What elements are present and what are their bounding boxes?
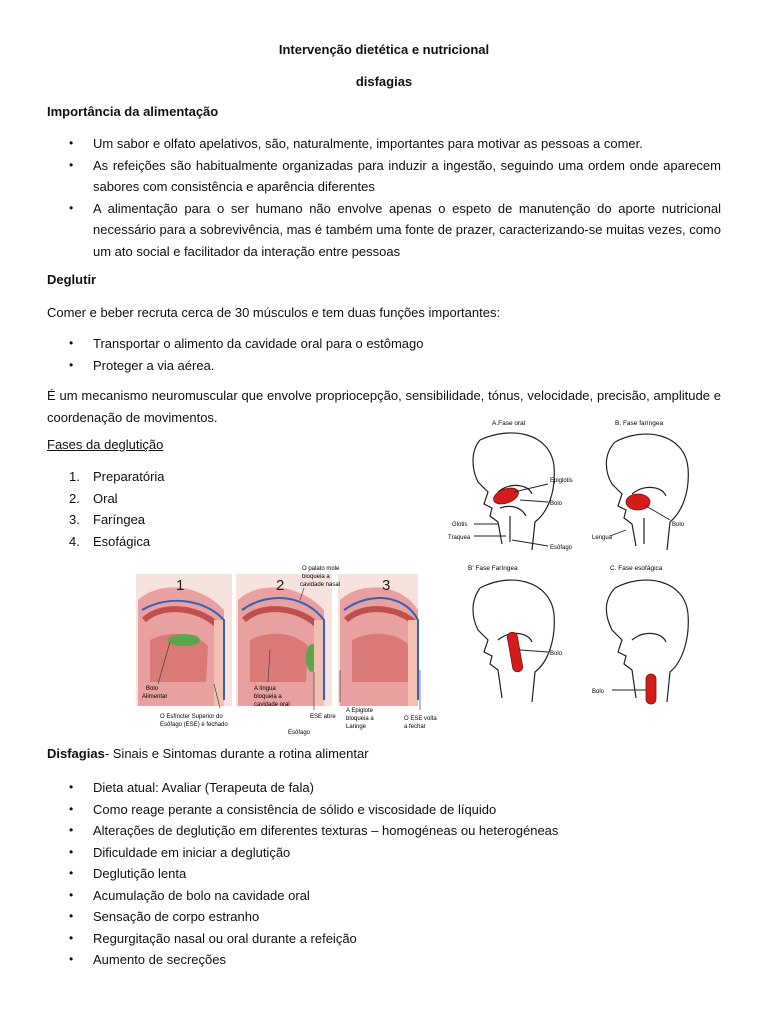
label-esofago: Esôfago xyxy=(288,730,311,736)
label-bolo: Bolo xyxy=(550,501,563,507)
label-epiglote-3: Laringe xyxy=(346,724,367,730)
bolus-pharyngeal xyxy=(626,494,650,510)
label-esofago: Esôfago xyxy=(550,545,573,551)
label-phase-esophageal: C. Fase esofágica xyxy=(610,565,663,572)
importance-list xyxy=(47,133,721,262)
label-ese-volta-1: O ESE volta xyxy=(404,716,437,722)
label-phase-pharyngeal: B. Fase faríngea xyxy=(615,420,664,427)
label-lingua-3: cavidade oral xyxy=(254,702,290,708)
document-subtitle: disfagias xyxy=(355,74,413,89)
label-phase-pharyngeal-b: B' Fase Faríngea xyxy=(468,565,518,572)
disfagias-heading-rest: - Sinais e Sintomas durante a rotina alimentar xyxy=(104,746,369,761)
phases-list xyxy=(47,466,165,552)
bolus-oral xyxy=(491,485,520,507)
deglutir-list xyxy=(47,333,721,376)
label-bolo: Bolo xyxy=(672,522,685,528)
bolus-pharyngeal-b xyxy=(507,631,524,672)
list-item: • A alimentação para o ser humano não envolve apenas o espeto de manutenção do aporte nutricional necessário para a sobrevivência, mas é também uma fonte de prazer, caracterizando-se muitas vezes, como um ato social e facilitador da interação entre pessoas xyxy=(47,198,721,263)
label-ese-abre: ESE abre xyxy=(310,714,336,720)
label-palato-1: O palato mole xyxy=(302,566,340,572)
list-item: • Proteger a via aérea. xyxy=(47,355,721,377)
list-item: • Um sabor e olfato apelativos, são, naturalmente, importantes para motivar as pessoas a comer. xyxy=(47,133,721,155)
section-heading-disfagias xyxy=(47,746,369,761)
label-traquea: Traquea xyxy=(448,535,471,541)
document-title: Intervenção dietética e nutricional xyxy=(278,42,490,57)
stage-3-illustration xyxy=(338,574,418,706)
deglutir-intro: Comer e beber recruta cerca de 30 músculos e tem duas funções importantes: xyxy=(47,305,501,320)
section-heading-deglutir: Deglutir xyxy=(47,272,97,287)
mechanism-paragraph: É um mecanismo neuromuscular que envolve propriocepção, sensibilidade, tónus, velocidade, precisão, amplitude e coordenação de movimentos. xyxy=(47,388,721,425)
swallowing-stages-figure xyxy=(120,560,440,742)
label-epiglote-2: bloqueia a xyxy=(346,716,374,722)
list-item: • Como reage perante a consistência de sólido e viscosidade de líquido xyxy=(47,799,721,821)
label-bolo: Bolo xyxy=(550,651,563,657)
label-lingua-2: bloqueia a xyxy=(254,694,282,700)
disfagias-list xyxy=(47,777,721,971)
stage-number-3: 3 xyxy=(382,577,391,594)
label-bolo-alimentar-1: Bolo xyxy=(146,686,159,692)
section-heading-importance: Importância da alimentação xyxy=(47,104,219,119)
label-ese-volta-2: a fechar xyxy=(404,724,426,730)
list-item: 3. Faríngea xyxy=(69,512,146,527)
list-item: 4. Esofágica xyxy=(69,533,151,549)
list-item: • Dieta atual: Avaliar (Terapeuta de fala) xyxy=(47,777,721,799)
label-epiglote-1: A Epiglote xyxy=(346,708,374,714)
list-item: 2. Oral xyxy=(69,490,118,506)
list-item: • Regurgitação nasal ou oral durante a refeição xyxy=(47,928,721,950)
label-bolo: Bolo xyxy=(592,689,605,695)
label-palato-3: cavidade nasal xyxy=(300,582,341,588)
label-ese-fechado-1: O Esfíncter Superior do xyxy=(160,714,223,720)
label-lengua: Lengua xyxy=(592,535,613,541)
label-glotis: Glotis xyxy=(452,522,468,528)
list-item: • Acumulação de bolo na cavidade oral xyxy=(47,885,721,907)
list-item: • Alterações de deglutição em diferentes texturas – homogéneas ou heterogéneas xyxy=(47,820,721,842)
stage-number-2: 2 xyxy=(276,577,285,594)
list-item: • Aumento de secreções xyxy=(47,949,721,971)
list-item: 1. Preparatória xyxy=(69,469,165,484)
list-item: • Dificuldade em iniciar a deglutição xyxy=(47,842,721,864)
bolus-esophageal xyxy=(646,674,656,704)
section-heading-phases: Fases da deglutição xyxy=(47,437,164,452)
label-ese-fechado-2: Esôfago (ESE) é fechado xyxy=(160,722,228,728)
label-phase-oral: A.Fase oral xyxy=(492,420,526,427)
label-epiglotis: Epiglotis xyxy=(550,478,573,484)
list-item: • Transportar o alimento da cavidade oral para o estômago xyxy=(47,333,721,355)
label-lingua-1: A língua xyxy=(254,686,276,692)
swallowing-phases-figure xyxy=(440,412,704,718)
label-bolo-alimentar-2: Alimentar xyxy=(142,694,168,700)
stage-number-1: 1 xyxy=(176,577,185,594)
list-item: • As refeições são habitualmente organizadas para induzir a ingestão, seguindo uma ordem onde aparecem sabores com consistência e aparência diferentes xyxy=(47,155,721,198)
list-item: • Deglutição lenta xyxy=(47,863,721,885)
disfagias-heading-bold: Disfagias xyxy=(47,746,105,761)
list-item: • Sensação de corpo estranho xyxy=(47,906,721,928)
label-palato-2: bloqueia a xyxy=(302,574,330,580)
